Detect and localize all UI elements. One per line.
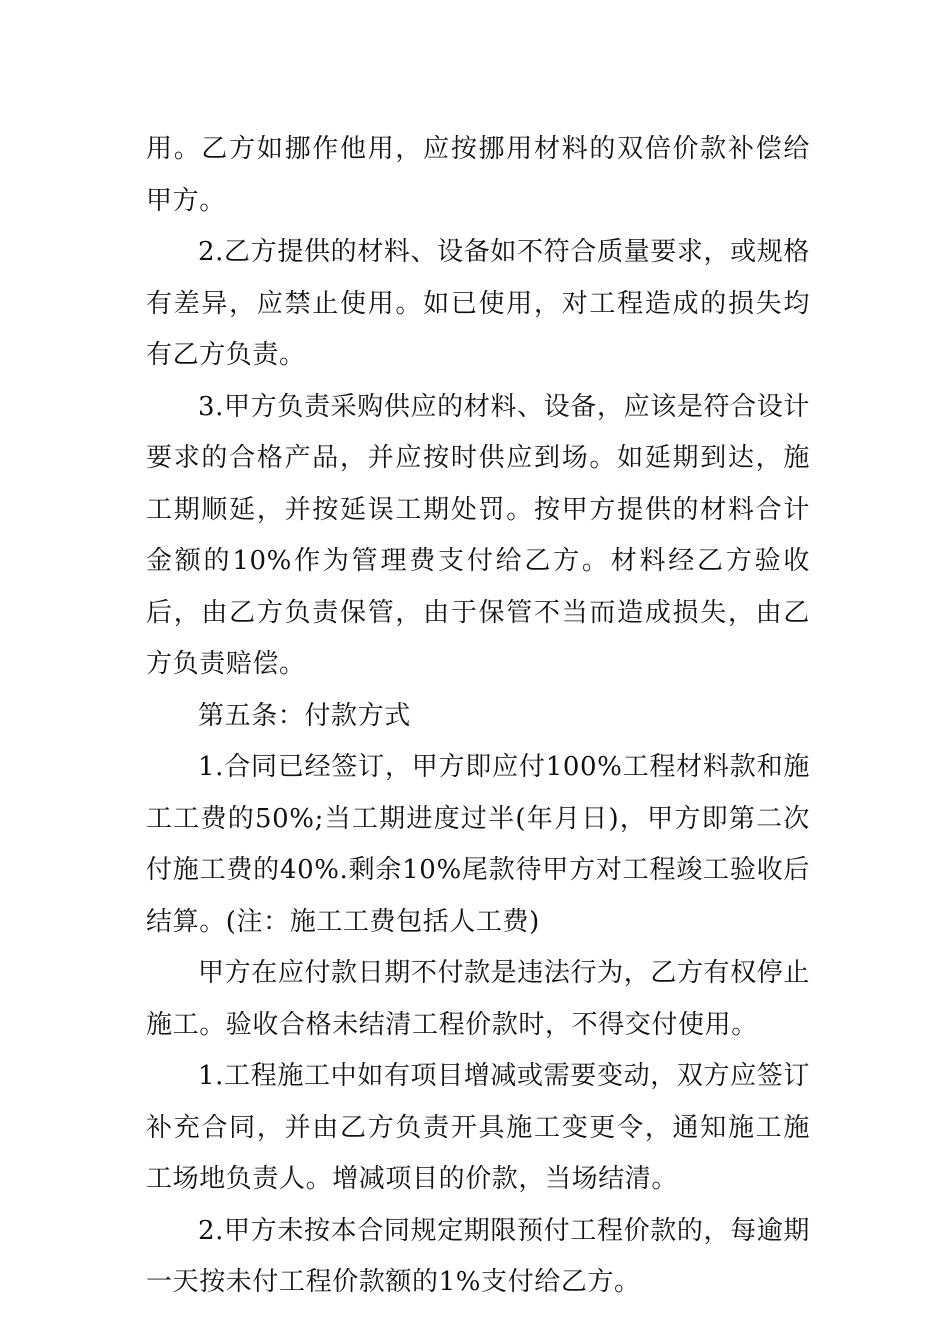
- paragraph-clause-2-quality: 2.乙方提供的材料、设备如不符合质量要求，或规格有差异，应禁止使用。如已使用，对工程造成的损失均有乙方负责。: [146, 237, 810, 370]
- paragraph-project-changes: 1.工程施工中如有项目增减或需要变动，双方应签订补充合同，并由乙方负责开具施工变更令，通知施工施工场地负责人。增减项目的价款，当场结清。: [146, 1061, 810, 1194]
- section-heading-payment: 第五条：付款方式: [198, 700, 411, 731]
- paragraph-penalty: 2.甲方未按本合同规定期限预付工程价款的，每逾期一天按未付工程价款额的1%支付给乙方。: [146, 1215, 810, 1297]
- paragraph-late-payment-rights: 甲方在应付款日期不付款是违法行为，乙方有权停止施工。验收合格未结清工程价款时，不得交付使用。: [146, 958, 810, 1040]
- paragraph-payment-schedule: 1.合同已经签订，甲方即应付100%工程材料款和施工工费的50%;当工期进度过半(年月日)，甲方即第二次付施工费的40%.剩余10%尾款待甲方对工程竣工验收后结算。(注：施工工费包括人工费): [146, 752, 810, 937]
- paragraph-clause-3-supply: 3.甲方负责采购供应的材料、设备，应该是符合设计要求的合格产品，并应按时供应到场。如延期到达，施工期顺延，并按延误工期处罚。按甲方提供的材料合计金额的10%作为管理费支付给乙方。材料经乙方验收后，由乙方负责保管，由于保管不当而造成损失，由乙方负责赔偿。: [146, 391, 810, 679]
- document-body: [146, 124, 810, 1309]
- paragraph-material-misuse: 用。乙方如挪作他用，应按挪用材料的双倍价款补偿给甲方。: [146, 134, 810, 216]
